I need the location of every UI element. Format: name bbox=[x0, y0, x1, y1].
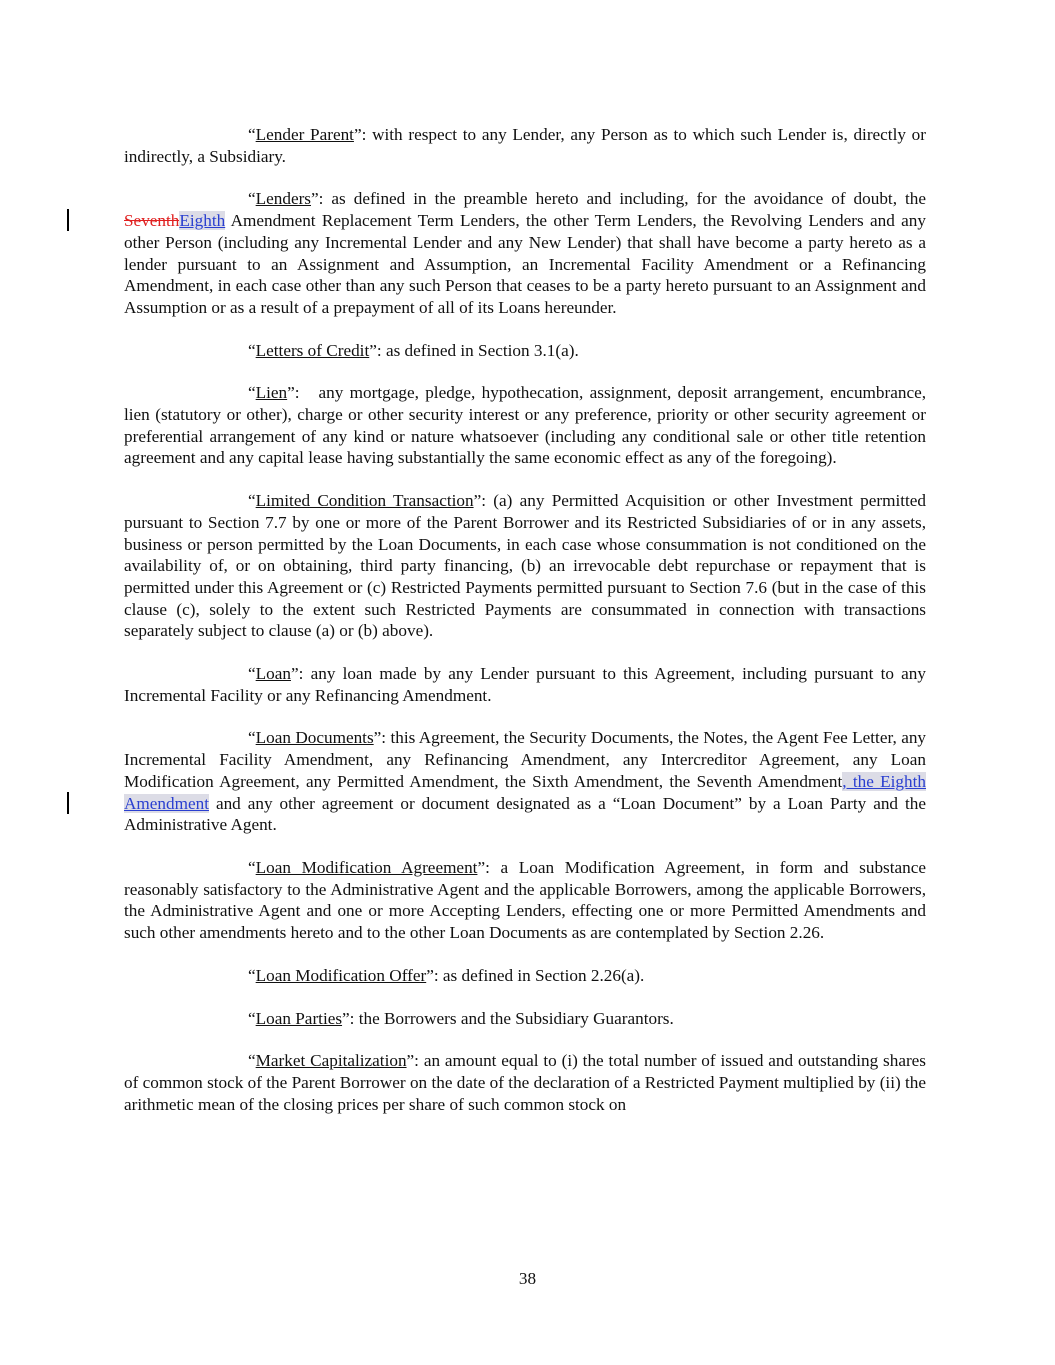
definition-text: a Loan Modification Agreement, in form and substance reasonably satisfactory to the Administrative Agent and the applicable Borrowers, among the applicable Borrowers, the Administrative Agent and one or more Accepting Lenders, effecting one or more Permitted Amendments and such other amendments hereto and to the other Loan Documents as are contemplated by Section 2.26. bbox=[124, 857, 926, 943]
definition-lien: “Lien”: any mortgage, pledge, hypothecation, assignment, deposit arrangement, encumbrance, lien (statutory or other), charge or other security interest or any preference, priority or other security agreement or preferential arrangement of any kind or nature whatsoever (including any conditional sale or other title retention agreement and any capital lease having substantially the same economic effect as any of the foregoing). bbox=[124, 383, 926, 468]
definition-text: (a) any Permitted Acquisition or other Investment permitted pursuant to Section 7.7 by one or more of the Parent Borrower and its Restricted Subsidiaries of or in any assets, business or person permitted by the Loan Documents, in each case whose consummation is not conditioned on the availability of, or on obtaining, third party financing, (b) an irrevocable debt repurchase or repayment that is permitted under this Agreement or (c) Restricted Payments permitted pursuant to Section 7.6 (but in the case of this clause (c), solely to the extent such Restricted Payments are consummated in connection with transactions separately subject to clause (a) or (b) above). bbox=[124, 491, 927, 641]
definition-text-continued: Amendment Replacement Term Lenders, the other Term Lenders, the Revolving Lenders and any other Person (including any Incremental Lender and any New Lender) that shall have become a party hereto as a lender pursuant to an Assignment and Assumption, an Incremental Facility Amendment or a Refinancing Amendment, in each case other than any such Person that ceases to be a party hereto pursuant to an Assignment and Assumption or as a result of a prepayment of all of its Loans hereunder. bbox=[124, 211, 926, 317]
definition-text: this Agreement, the Security Documents, the Notes, the Agent Fee Letter, any Incremental Facility Amendment, any Refinancing Amendment, any Intercreditor Agreement, any Loan Modification Agreement, any Permitted Amendment, the Sixth Amendment, the Seventh Amendment bbox=[124, 728, 927, 791]
definition-limited-condition-transaction: “Limited Condition Transaction”: (a) any Permitted Acquisition or other Investment permitted pursuant to Section 7.7 by one or more of the Parent Borrower and its Restricted Subsidiaries of or in any assets, business or person permitted by the Loan Documents, in each case whose consummation is not conditioned on the availability of, or on obtaining, third party financing, (b) an irrevocable debt repurchase or repayment that is permitted under this Agreement or (c) Restricted Payments permitted pursuant to Section 7.6 (but in the case of this clause (c), solely to the extent such Restricted Payments are consummated in connection with transactions separately subject to clause (a) or (b) above). bbox=[124, 491, 927, 641]
defined-term: Letters of Credit bbox=[255, 340, 370, 360]
deleted-text: Seventh bbox=[124, 211, 180, 231]
inserted-text: , the Eighth Amendment bbox=[124, 771, 926, 813]
definition-text: as defined in Section 2.26(a). bbox=[442, 965, 645, 985]
change-bar bbox=[67, 209, 69, 231]
definition-text: any mortgage, pledge, hypothecation, assignment, deposit arrangement, encumbrance, lien (statutory or other), charge or other security interest or any preference, priority or other security agreement or preferential arrangement of any kind or nature whatsoever (including any conditional sale or other title retention agreement and any capital lease having substantially the same economic effect as any of the foregoing). bbox=[124, 383, 926, 468]
definition-loan-parties: “Loan Parties”: the Borrowers and the Subsidiary Guarantors. bbox=[248, 1008, 674, 1028]
definition-text: any loan made by any Lender pursuant to this Agreement, including pursuant to any Incremental Facility or any Refinancing Amendment. bbox=[124, 664, 926, 705]
definition-text: with respect to any Lender, any Person as to which such Lender is, directly or indirectly, a Subsidiary. bbox=[124, 125, 927, 166]
definition-lenders: “Lenders”: as defined in the preamble hereto and including, for the avoidance of doubt, the SeventhEighth Amendment Replacement Term Lenders, the other Term Lenders, the Revolving Lenders and any other Person (including any Incremental Lender and any New Lender) that shall have become a party hereto as a lender pursuant to an Assignment and Assumption, an Incremental Facility Amendment or a Refinancing Amendment, in each case other than any such Person that ceases to be a party hereto pursuant to an Assignment and Assumption or as a result of a prepayment of all of its Loans hereunder. bbox=[124, 188, 926, 318]
defined-term: Loan Documents bbox=[255, 728, 374, 748]
defined-term: Loan Modification Offer bbox=[255, 965, 427, 985]
defined-term: Lien bbox=[255, 383, 288, 403]
definition-text: the Borrowers and the Subsidiary Guarantors. bbox=[358, 1008, 674, 1028]
definition-loan-documents: “Loan Documents”: this Agreement, the Security Documents, the Notes, the Agent Fee Letter, any Incremental Facility Amendment, any Refinancing Amendment, any Intercreditor Agreement, any Loan Modification Agreement, any Permitted Amendment, the Sixth Amendment, the Seventh Amendment, the Eighth Amendment and any other agreement or document designated as a “Loan Document” by a Loan Party and the Administrative Agent. bbox=[124, 727, 926, 836]
inserted-text: Eighth bbox=[179, 211, 226, 231]
defined-term: Loan bbox=[255, 664, 291, 684]
defined-term: Loan Parties bbox=[255, 1008, 343, 1028]
definition-loan-modification-agreement: “Loan Modification Agreement”: a Loan Modification Agreement, in form and substance reasonably satisfactory to the Administrative Agent and the applicable Borrowers, among the applicable Borrowers, the Administrative Agent and one or more Accepting Lenders, effecting one or more Permitted Amendments and such other amendments hereto and to the other Loan Documents as are contemplated by Section 2.26. bbox=[124, 857, 926, 943]
definition-text: as defined in Section 3.1(a). bbox=[385, 340, 579, 360]
definition-text: an amount equal to (i) the total number of issued and outstanding shares of common stock of the Parent Borrower on the date of the declaration of a Restricted Payment multiplied by (ii) the arithmetic mean of the closing prices per share of such common stock on bbox=[124, 1051, 926, 1114]
definition-text-continued: and any other agreement or document designated as a “Loan Document” by a Loan Party and the Administrative Agent. bbox=[124, 793, 926, 835]
definition-loan: “Loan”: any loan made by any Lender pursuant to this Agreement, including pursuant to any Incremental Facility or any Refinancing Amendment. bbox=[124, 664, 926, 705]
document-page bbox=[124, 124, 926, 1136]
definition-text: as defined in the preamble hereto and including, for the avoidance of doubt, the bbox=[331, 189, 926, 209]
definition-letters-of-credit: “Letters of Credit”: as defined in Section 3.1(a). bbox=[248, 340, 579, 360]
defined-term: Lenders bbox=[255, 189, 311, 209]
definition-lender-parent: “Lender Parent”: with respect to any Lender, any Person as to which such Lender is, directly or indirectly, a Subsidiary. bbox=[124, 125, 927, 166]
defined-term: Loan Modification Agreement bbox=[255, 857, 478, 877]
definition-loan-modification-offer: “Loan Modification Offer”: as defined in Section 2.26(a). bbox=[248, 965, 645, 985]
page-number: 38 bbox=[518, 1269, 537, 1288]
defined-term: Lender Parent bbox=[255, 125, 354, 144]
defined-term: Limited Condition Transaction bbox=[255, 491, 474, 511]
definition-market-capitalization: “Market Capitalization”: an amount equal to (i) the total number of issued and outstanding shares of common stock of the Parent Borrower on the date of the declaration of a Restricted Payment multiplied by (ii) the arithmetic mean of the closing prices per share of such common stock on bbox=[124, 1051, 926, 1114]
change-bar bbox=[67, 792, 69, 814]
defined-term: Market Capitalization bbox=[255, 1051, 407, 1071]
